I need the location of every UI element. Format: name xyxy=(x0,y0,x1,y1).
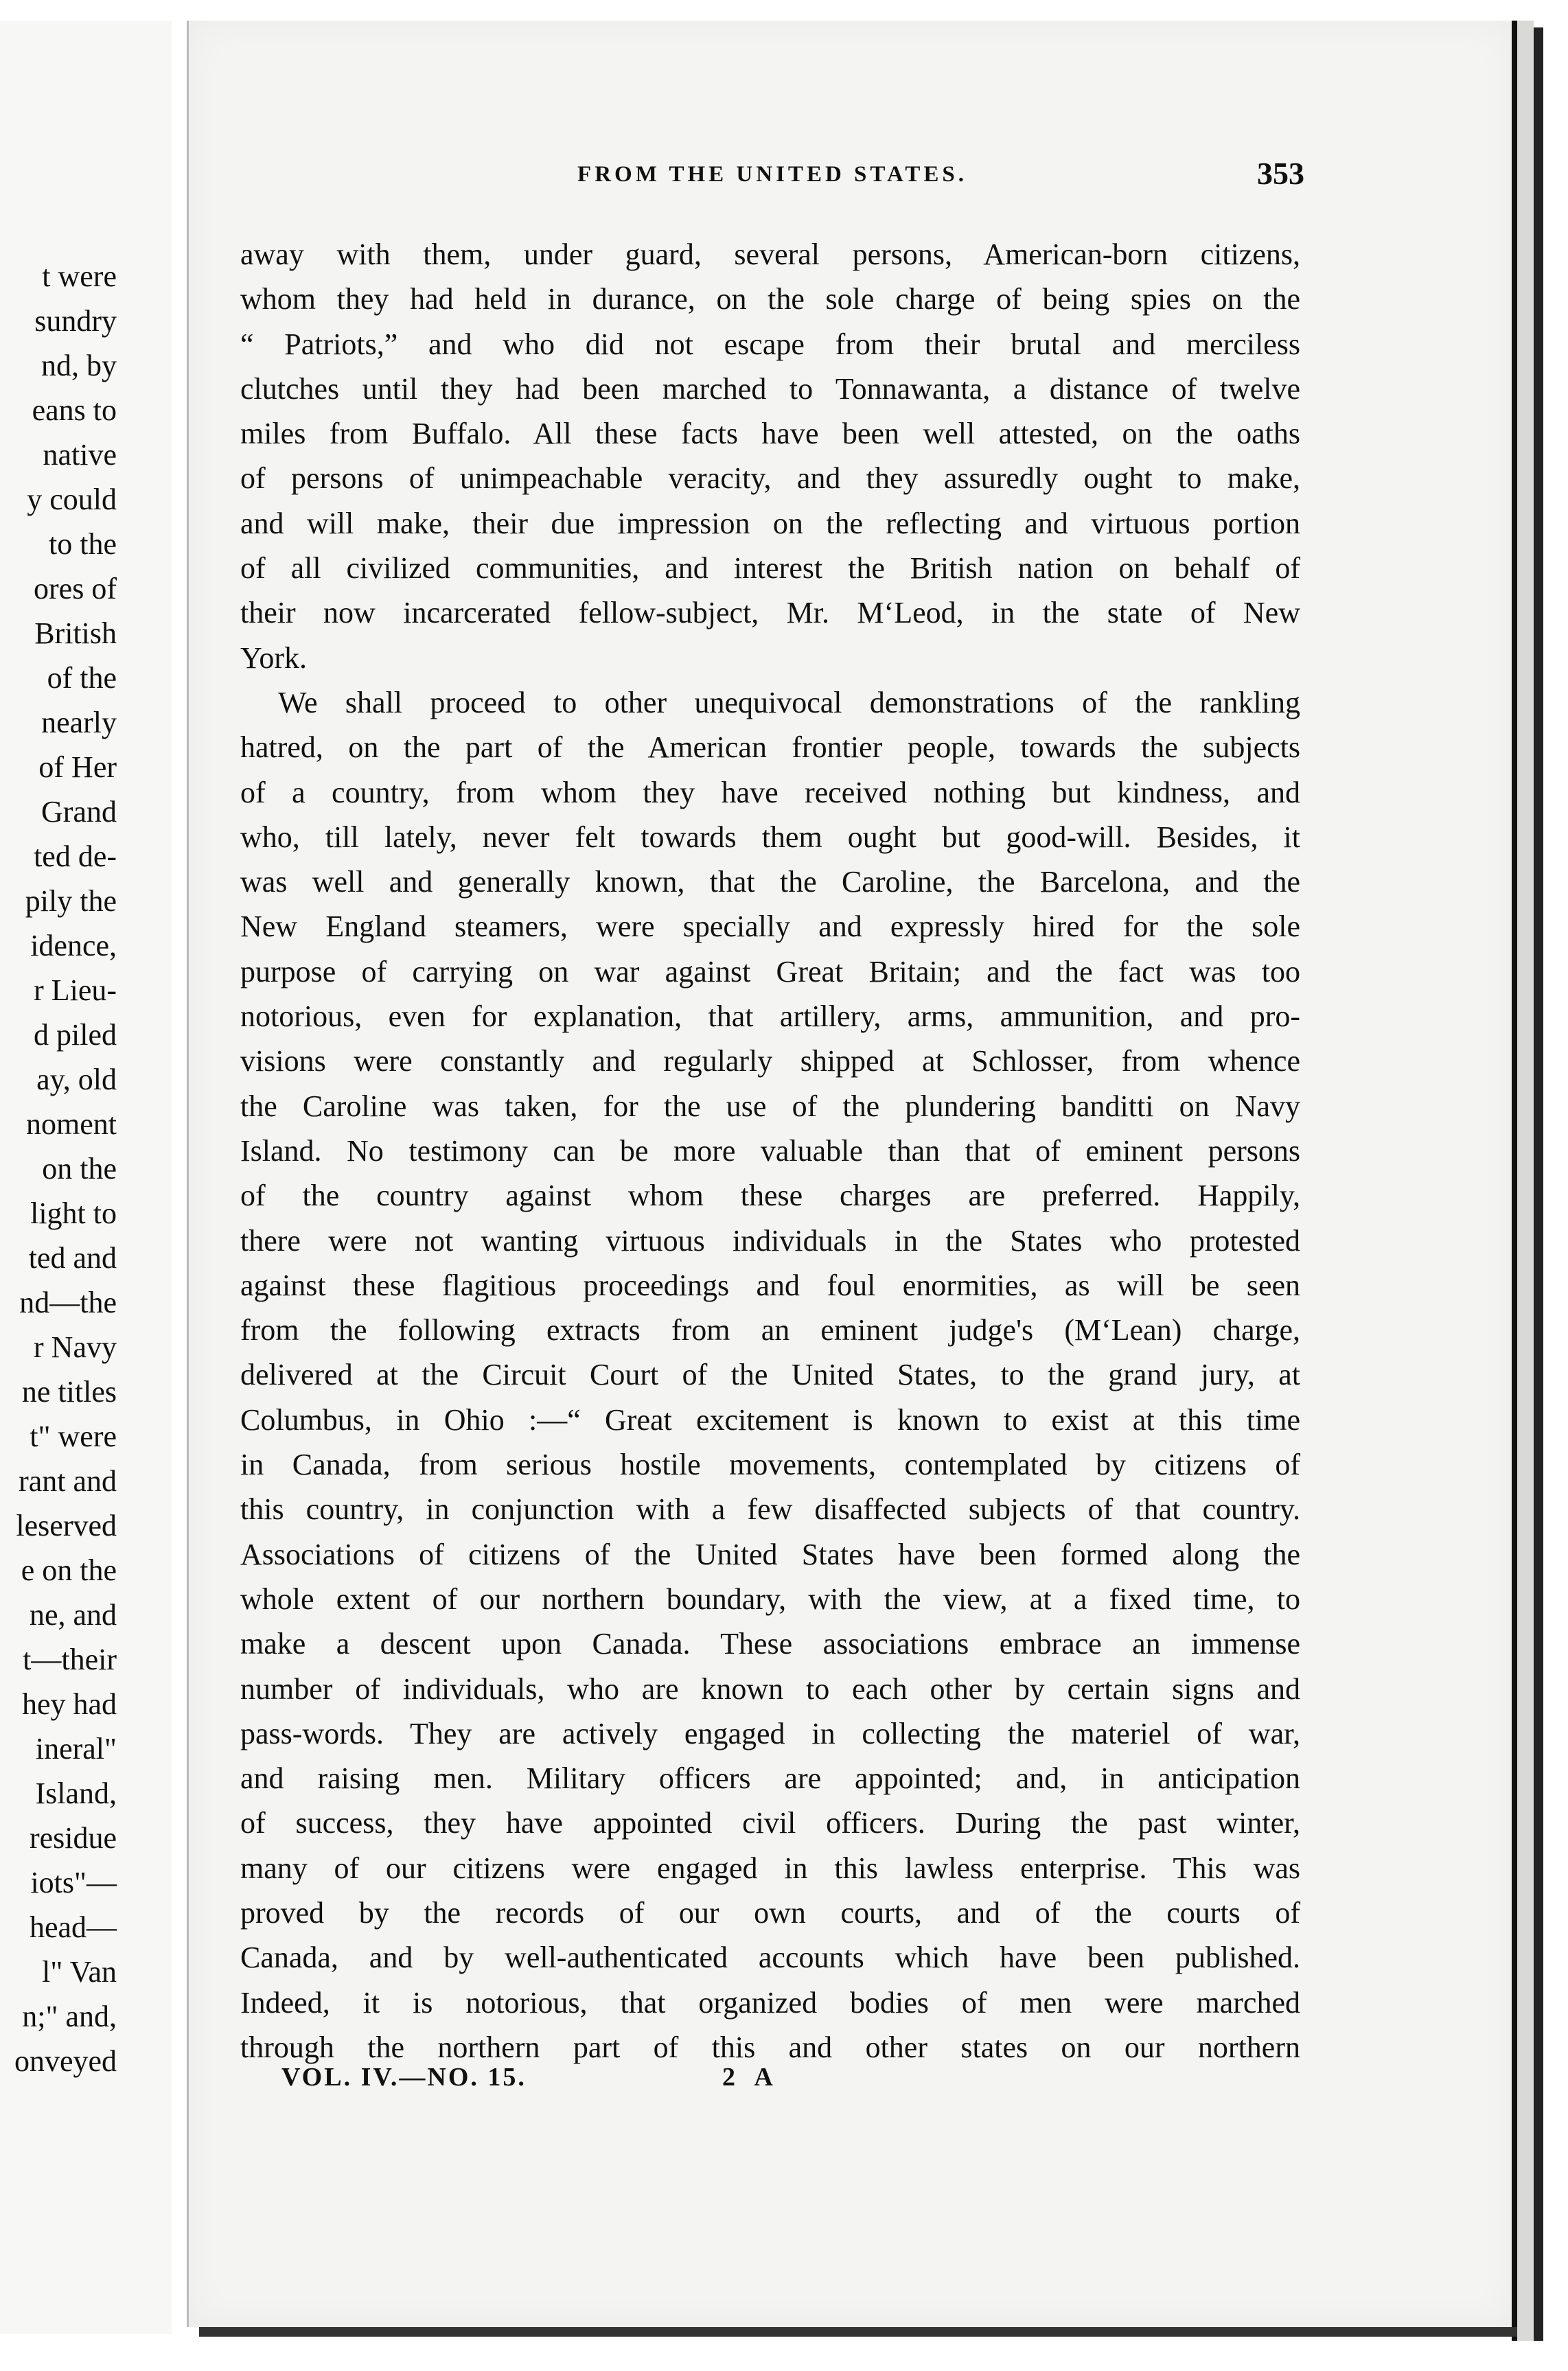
page-footer xyxy=(281,2062,899,2103)
facing-page-line: n;" and, xyxy=(22,2000,117,2033)
text-line: visions were constantly and regularly shipped at Schlosser, from whence xyxy=(240,1044,1300,1078)
facing-page-line: British xyxy=(34,616,117,650)
facing-page-line: r Lieu- xyxy=(34,973,117,1007)
text-line: hatred, on the part of the American frontier people, towards the subjects xyxy=(240,730,1300,765)
page-bottom-edge xyxy=(199,2327,1517,2337)
page-edge-shadow xyxy=(1534,27,1543,2341)
text-line: the Caroline was taken, for the use of the plundering banditti on Navy xyxy=(240,1089,1300,1123)
facing-page-line: native xyxy=(43,438,117,472)
text-line: delivered at the Circuit Court of the United States, to the grand jury, at xyxy=(240,1358,1300,1392)
facing-page-line: idence, xyxy=(30,929,117,962)
page-number: 353 xyxy=(1257,156,1304,191)
facing-page-line: Grand xyxy=(41,795,117,829)
text-line: “ Patriots,” and who did not escape from their brutal and merciless xyxy=(240,327,1300,361)
gutter xyxy=(172,0,187,2371)
text-line: number of individuals, who are known to each other by certain signs and xyxy=(240,1672,1300,1706)
facing-page-line: r Navy xyxy=(34,1330,117,1364)
facing-page-line: t—their xyxy=(23,1643,117,1676)
facing-page-line: ne titles xyxy=(21,1375,117,1409)
facing-page-line: Island, xyxy=(35,1777,117,1810)
facing-page-line: y could xyxy=(27,483,117,516)
facing-page-line: ores of xyxy=(34,572,117,605)
text-line: of persons of unimpeachable veracity, and they assuredly ought to make, xyxy=(240,461,1300,496)
facing-page-line: sundry xyxy=(34,304,117,338)
text-line: notorious, even for explanation, that artillery, arms, ammunition, and pro- xyxy=(240,999,1300,1034)
page-header xyxy=(240,155,1304,196)
facing-page-line: nearly xyxy=(41,706,117,739)
facing-page-line: rant and xyxy=(19,1464,117,1498)
body-text xyxy=(240,232,1300,2070)
text-line: New England steamers, were specially and expressly hired for the sole xyxy=(240,910,1300,944)
facing-page-line: ne, and xyxy=(29,1598,117,1632)
facing-page-line: of Her xyxy=(38,750,117,784)
text-line: We shall proceed to other unequivocal demonstrations of the rankling xyxy=(278,685,1300,719)
text-line: Associations of citizens of the United States have been formed along the xyxy=(240,1537,1300,1571)
text-line: there were not wanting virtuous individuals in the States who protested xyxy=(240,1223,1300,1258)
text-line: and raising men. Military officers are appointed; and, in anticipation xyxy=(240,1761,1300,1796)
volume-number: VOL. IV.—NO. 15. xyxy=(281,2063,527,2092)
text-line: purpose of carrying on war against Great Britain; and the fact was too xyxy=(240,954,1300,988)
facing-page-line: iots"— xyxy=(30,1866,117,1899)
text-line: and will make, their due impression on the reflecting and virtuous portion xyxy=(240,506,1300,540)
facing-page-line: hey had xyxy=(21,1687,117,1721)
signature-mark: 2 A xyxy=(722,2063,780,2092)
facing-page-line: nd, by xyxy=(41,349,117,382)
facing-page-line: nd—the xyxy=(19,1286,117,1319)
text-line: Canada, and by well-authenticated accounts which have been published. xyxy=(240,1941,1300,1975)
text-line: make a descent upon Canada. These associations embrace an immense xyxy=(240,1627,1300,1661)
facing-page-line: head— xyxy=(29,1910,117,1944)
text-line: Island. No testimony can be more valuable than that of eminent persons xyxy=(240,1133,1300,1168)
text-line: whole extent of our northern boundary, with the view, at a fixed time, to xyxy=(240,1582,1300,1616)
facing-page-line: leserved xyxy=(16,1509,117,1542)
facing-page-line: light to xyxy=(30,1196,117,1230)
facing-page-line: to the xyxy=(49,527,117,561)
text-line: in Canada, from serious hostile movements, contemplated by citizens of xyxy=(240,1448,1300,1482)
facing-page-line: t were xyxy=(42,259,117,293)
facing-page-line: t" were xyxy=(30,1420,117,1453)
facing-page-line: d piled xyxy=(34,1018,117,1052)
facing-page-line: ted and xyxy=(28,1241,117,1275)
text-line: Columbus, in Ohio :—“ Great excitement is known to exist at this time xyxy=(240,1402,1300,1437)
facing-page-line: e on the xyxy=(21,1553,117,1587)
running-head: FROM THE UNITED STATES. xyxy=(577,162,967,187)
facing-page-line: residue xyxy=(29,1821,117,1855)
text-line: from the following extracts from an eminent judge's (M‘Lean) charge, xyxy=(240,1313,1300,1348)
text-line: many of our citizens were engaged in this lawless enterprise. This was xyxy=(240,1851,1300,1885)
text-line: this country, in conjunction with a few disaffected subjects of that country. xyxy=(240,1492,1300,1527)
facing-page-line: eans to xyxy=(32,393,117,427)
facing-page-line: ineral" xyxy=(35,1732,117,1766)
facing-page-line: onveyed xyxy=(14,2044,117,2078)
text-line: clutches until they had been marched to Tonnawanta, a distance of twelve xyxy=(240,371,1300,406)
text-line: pass-words. They are actively engaged in collecting the materiel of war, xyxy=(240,1716,1300,1750)
text-line: of a country, from whom they have received nothing but kindness, and xyxy=(240,775,1300,809)
facing-page-line: noment xyxy=(26,1107,117,1141)
facing-page-line: ted de- xyxy=(34,840,117,873)
facing-page-text xyxy=(0,254,117,2083)
facing-page-line: l" Van xyxy=(42,1955,117,1989)
text-line: their now incarcerated fellow-subject, Mr. M‘Leod, in the state of New xyxy=(240,596,1300,630)
text-line: miles from Buffalo. All these facts have been well attested, on the oaths xyxy=(240,417,1300,451)
text-line: who, till lately, never felt towards them ought but good-will. Besides, it xyxy=(240,820,1300,854)
text-line: away with them, under guard, several persons, American-born citizens, xyxy=(240,238,1300,271)
text-line: whom they had held in durance, on the sole charge of being spies on the xyxy=(240,282,1300,316)
page-edge xyxy=(1512,21,1534,2341)
text-line: York. xyxy=(240,640,308,675)
text-line: of all civilized communities, and interest the British nation on behalf of xyxy=(240,551,1300,586)
facing-page-line: pily the xyxy=(25,884,117,918)
text-line: proved by the records of our own courts, and of the courts of xyxy=(240,1895,1300,1930)
text-line: of the country against whom these charges are preferred. Happily, xyxy=(240,1179,1300,1213)
facing-page-line: of the xyxy=(47,661,117,695)
text-line: was well and generally known, that the Caroline, the Barcelona, and the xyxy=(240,865,1300,899)
text-line: Indeed, it is notorious, that organized bodies of men were marched xyxy=(240,1985,1300,2020)
facing-page-line: ay, old xyxy=(36,1063,117,1096)
facing-page-line: on the xyxy=(42,1152,117,1186)
text-line: against these flagitious proceedings and foul enormities, as will be seen xyxy=(240,1268,1300,1302)
text-line: through the northern part of this and other states on our northern xyxy=(240,2030,1300,2064)
text-line: of success, they have appointed civil officers. During the past winter, xyxy=(240,1806,1300,1840)
facing-page xyxy=(0,21,174,2334)
